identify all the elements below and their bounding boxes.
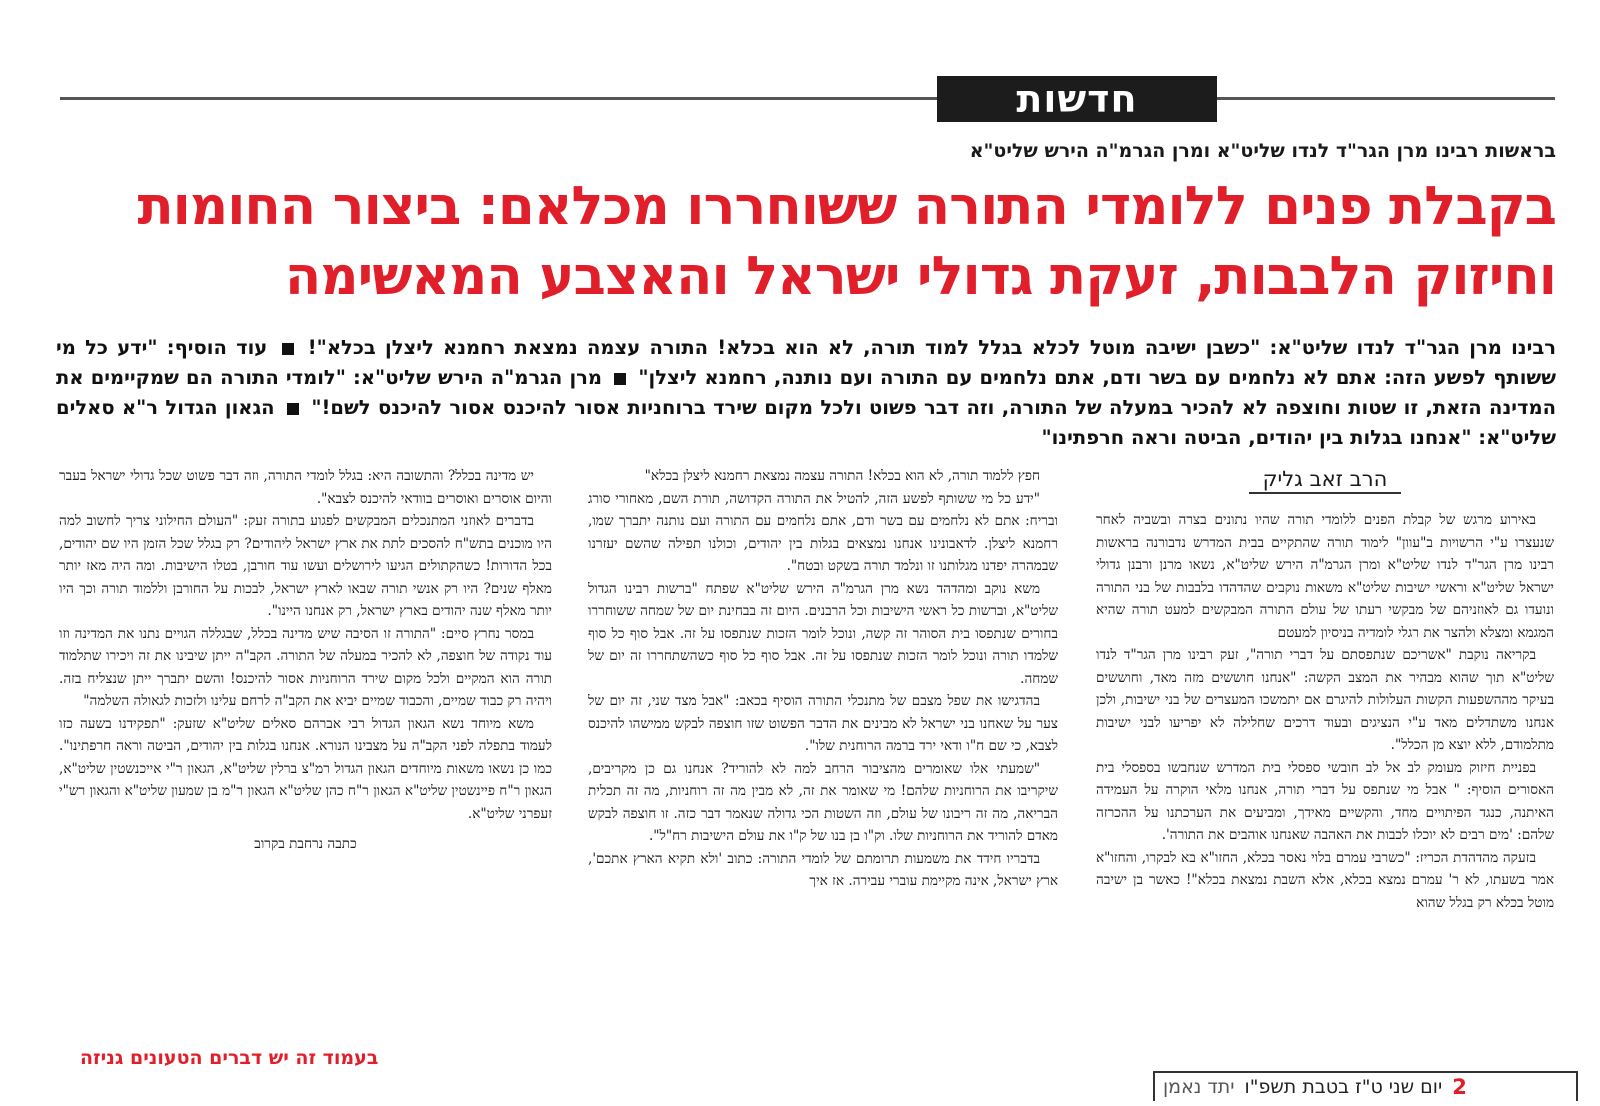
column-paragraph: בפניית חיזוק מעומק לב אל לב חובשי ספסלי בית המדרש שנחבשו בספסלי בית האסורים הוסיף: " אבל מי שנתפס על דברי תורה, אנחנו מלאי הוקרה על העמידה האיתנה, כנגד הפיתויים מחד, והקשיים מאידך, ומביעים את הערכתנו על ההכרזה שלהם: 'מים רבים לא יוכלו לכבות את האהבה שאנחנו אוהבים את התורה'.	[1096, 759, 1554, 843]
lede-quote-2: עוד הוסיף: "ידע כל מי ששותף לפשע הזה: אתם לא נלחמים עם בשר ודם, אתם נלחמים עם התורה ועם נותנה, רחמנא ליצלן"	[56, 336, 1556, 389]
issue-date: יום שני ט"ז בטבת תשפ"ו	[1244, 1076, 1443, 1098]
column-paragraph: בדבריו חידד את משמעות תרומתם של לומדי התורה: כתוב 'ולא תקיא הארץ אתכם', ארץ ישראל, אינה מקיימת עוברי עבירה. אז איך	[588, 850, 1058, 889]
column-paragraph: בזעקה מהדהדת הכריז: "כשרבי עמרם בלוי נאסר בכלא, החזו"א בא לבקרו, והחזו"א אמר בשעתו, לא ר' עמרם נמצא בכלא, אלא השבת נמצאת בכלא"! כאשר בן ישיבה מוטל בכלא רק בגלל שהוא	[1096, 849, 1554, 911]
article-lede	[56, 333, 1556, 453]
column-paragraph: חפץ ללמוד תורה, לא הוא בכלא! התורה עצמה נמצאת רחמנא ליצלן בכלא"	[644, 468, 1040, 484]
newspaper-name: יתד נאמן	[1163, 1076, 1235, 1098]
article-headline: בקבלת פנים ללומדי התורה ששוחררו מכלאם: ביצור החומות וחיזוק הלבבות, זעקת גדולי ישראל והאצבע המאשימה	[137, 176, 1556, 307]
column-paragraph: "שמעתי אלו שאומרים מהציבור הרחב למה לא להוריד? אנחנו גם כן מקריבים, שיקריבו את הרוחניות שלהם! מי שאומר את זה, לא מבין מה זה רוחניות, מה זה תכלית הבריאה, מה זה ריבונו של עולם, וזה השטות הכי גדולה שנאמר דבר כזה. זו חוצפה לבקש מאדם להוריד את הרוחניות שלו. וק"ו בן בנו של ק"ו את עולם הישיבות רח"ל".	[588, 760, 1058, 844]
article-column-3	[59, 465, 552, 1050]
article-signoff: כתבה נרחבת בקרוב	[254, 836, 357, 852]
column-paragraph: באירוע מרגש של קבלת הפנים ללומדי תורה שהיו נתונים בצרה ובשביה לאחר שנעצרו ע"י הרשויות ב"עוון" לימוד תורה שהתקיים בבית המדרש נדבורנה בראשות רבינו מרן הגר"ד לנדו שליט"א ומרן הגרמ"ה הירש שליט"א, נשאו מרנן ורבנן גדולי ישראל שליט"א וראשי ישיבות שליט"א משאות נוקבים שהדהדו בלבבות של בני התורה ונועדו גם לאוזניהם של מבקשי רעתו של עולם התורה המבקשים למעט תורה שהיא המגמא ומצלא ולהצר את רגלי לומדיה בניסיון למעטם	[1096, 512, 1554, 641]
sacred-content-notice: בעמוד זה יש דברים הטעונים גניזה	[80, 1047, 379, 1069]
page-footer	[1153, 1071, 1578, 1101]
lede-quote-3: מרן הגרמ"ה הירש שליט"א: "לומדי התורה הם שמקיימים את המדינה הזאת, זו שטות וחוצפה לא להכיר במעלה של התורה, וזה דבר פשוט ולכל מקום שירד ברוחניות אסור להיכנס אסור להיכנס לשם!"	[56, 366, 1556, 419]
bullet-square-icon	[282, 343, 294, 355]
column-paragraph: בדברים לאוזני המתנכלים המבקשים לפגוע בתורה זעק: "העולם החילוני צריך לחשוב למה היו מוכנים בתש"ח להסכים לתת את ארץ ישראל ליהודים? רק בגלל שכל הזמן היו שם יהודים, בכל הדורות! כשהקתולים הגיעו לירושלים ועשו עוד חורבן, בטלו הישיבות. ומה היה מאז יותר מאלף שנים? היו רק אנשי תורה שבאו לארץ ישראל, לבכות על החורבן וללמוד תורה וכך היו יותר מאלף שנה יהודים בארץ ישראל, רק אנחנו היינו".	[59, 513, 552, 619]
bullet-square-icon	[614, 373, 626, 385]
column-paragraph: במסר נחרץ סיים: "התורה זו הסיבה שיש מדינה בכלל, שבגללה הגויים נתנו את המדינה וזו עוד נקודה של חוצפה, לא להכיר במעלה של התורה. הקב"ה ייתן שיבינו את זה ויכירו שתלמוד תורה הוא המקיים ולכל מקום שירד הרוחניות אסור להיכנס! והשם יתברך ייתן שנצליח בזה. ויהיה רק כבוד שמיים, והכבוד שמיים יביא את הקב"ה לרחם עלינו ולזכות לגאולה השלמה"	[59, 625, 552, 709]
section-rule	[60, 97, 1555, 100]
column-paragraph: יש מדינה בכלל? והתשובה היא: בגלל לומדי התורה, וזה דבר פשוט שכל גדולי ישראל בעבר והיום אוסרים ואוסרים בוודאי להיכנס לצבא".	[59, 468, 552, 507]
lede-quote-1: רבינו מרן הגר"ד לנדו שליט"א: "כשבן ישיבה מוטל לכלא בגלל למוד תורה, לא הוא בכלא! התורה עצמה נמצאת רחמנא ליצלן בכלא"!	[307, 336, 1557, 359]
article-column-2	[588, 465, 1058, 1050]
article-column-1	[1096, 465, 1554, 1050]
lede-quote-4: הגאון הגדול ר"א סאלים שליט"א: "אנחנו בגלות בין יהודים, הביטה וראה חרפתינו"	[56, 396, 1556, 449]
article-kicker: בראשות רבינו מרן הגר"ד לנדו שליט"א ומרן הגרמ"ה הירש שליט"א	[969, 140, 1556, 162]
column-paragraph: משא מיוחד נשא הגאון הגדול רבי אברהם סאלים שליט"א שזעק: "תפקידנו בשעה כזו לעמוד בתפלה לפני הקב"ה על מצבינו הנורא. אנחנו בגלות בין יהודים, הביטה וראה חרפתינו". כמו כן נשאו משאות מיוחדים הגאון הגדול רמ"צ ברלין שליט"א, הגאון ר"י אייכנשטין שליט"א, הגאון ר"ח פיינשטין שליט"א הגאון ר"ח כהן שליט"א הגאון ר"מ בן שמעון שליט"א והגאון רש"י זעפרני שליט"א.	[59, 715, 552, 822]
column-paragraph: משא נוקב ומהדהד נשא מרן הגרמ"ה הירש שליט"א שפתח "ברשות רבינו הגדול שליט"א, וברשות כל ראשי הישיבות וכל הרבנים. היום זה בבחינת יום של שמחה ששוחררו בחורים שנתפסו בית הסוהר זה קשה, ונוכל לומר הזכות שנתפסו על זה. אבל סוף כל סוף שלמדו תורה ונוכל לומר הזכות שנתפסו על זה. אבל סוף כל סוף כשהשתחררו זה יום של שמחה.	[588, 580, 1058, 687]
column-paragraph: בקריאה נוקבת "אשריכם שנתפסתם על דברי תורה", זעק רבינו מרן הגר"ד לנדו שליט"א תוך שהוא מבהיר את המצב הקשה: "אנחנו חוששים מזה מאד, וחוששים בעיקר מההשפעות הקשות העלולות להיגרם אם יתמשכו המעצרים של בני ישיבות, ולכן אנחנו משתדלים מאד ע"י הנציגים ובעוד דרכים שחלילה לא יפריעו לבני ישיבות מתלמודם, ללא יוצא מן הכלל".	[1096, 647, 1554, 753]
column-paragraph: בהדגישו את שפל מצבם של מתנכלי התורה הוסיף בכאב: "אבל מצד שני, זה יום של צער על שאחנו בני ישראל לא מבינים את הדבר הפשוט שזו חוצפה לבקש ממישהו להיכנס לצבא, כי שם ח"ו ודאי ירד ברמה הרוחנית שלו".	[588, 693, 1058, 754]
byline: הרב זאב גליק	[1096, 465, 1554, 493]
section-tag: חדשות	[937, 76, 1217, 122]
bullet-square-icon	[287, 403, 299, 415]
page-number: 2	[1452, 1075, 1467, 1099]
column-paragraph: "ידע כל מי ששותף לפשע הזה, להטיל את התורה הקדושה, תורת השם, מאחורי סורג ובריח: אתם לא נלחמים עם בשר ודם, אתם נלחמים עם התורה ועם נותנה יתברך שמו, רחמנא ליצלן. לדאבונינו אנחנו נמצאים בגלות בין יהודים, וכולנו תפילה שהשם יעזרנו שבמהרה יפדנו מגלותנו זו ונלמד תורה בשקט ובטח".	[588, 490, 1058, 574]
